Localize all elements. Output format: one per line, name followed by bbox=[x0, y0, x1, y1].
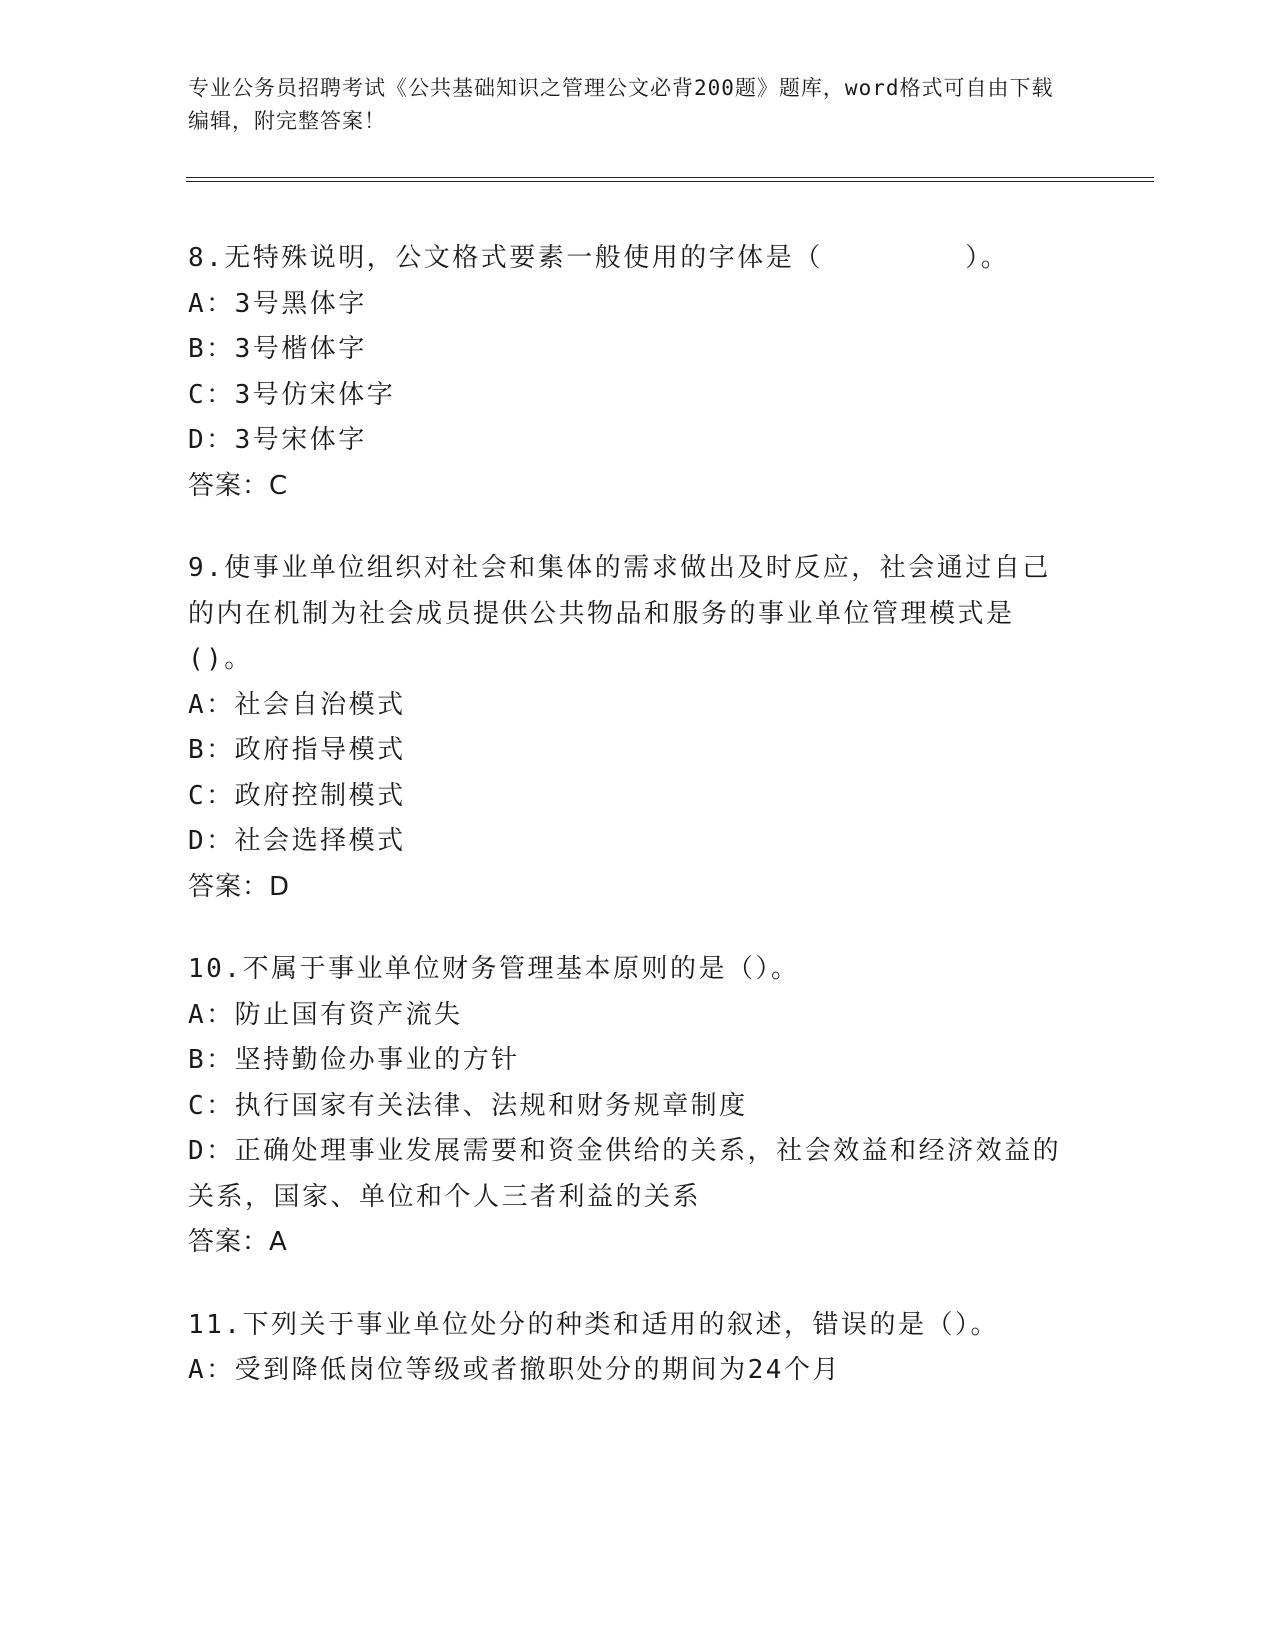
option-a: A：受到降低岗位等级或者撤职处分的期间为24个月 bbox=[188, 1355, 841, 1385]
answer-label: 答案：D bbox=[188, 871, 291, 902]
question-stem: 8.无特殊说明，公文格式要素一般使用的字体是（ ）。 bbox=[188, 243, 1010, 273]
question-stem: 9.使事业单位组织对社会和集体的需求做出及时反应，社会通过自己的内在机制为社会成员提供公共物品和服务的事业单位管理模式是()。 bbox=[188, 553, 1051, 674]
question-11 bbox=[188, 1303, 1078, 1394]
header-rule-top bbox=[186, 177, 1154, 178]
question-8 bbox=[188, 236, 1078, 509]
option-b: B：3号楷体字 bbox=[188, 334, 367, 364]
question-9 bbox=[188, 546, 1078, 910]
answer-label: 答案：A bbox=[188, 1227, 288, 1257]
option-b: B：坚持勤俭办事业的方针 bbox=[188, 1045, 520, 1075]
option-a: A：防止国有资产流失 bbox=[188, 999, 463, 1030]
option-c: C：执行国家有关法律、法规和财务规章制度 bbox=[188, 1090, 748, 1121]
option-d: D：3号宋体字 bbox=[188, 425, 367, 455]
header-rule-bottom bbox=[186, 181, 1154, 182]
document-header: 专业公务员招聘考试《公共基础知识之管理公文必背200题》题库，word格式可自由下载编辑，附完整答案！ bbox=[188, 76, 1054, 133]
option-c: C：政府控制模式 bbox=[188, 780, 406, 811]
option-d: D：正确处理事业发展需要和资金供给的关系，社会效益和经济效益的关系，国家、单位和个人三者利益的关系 bbox=[188, 1136, 1062, 1212]
option-c: C：3号仿宋体字 bbox=[188, 379, 396, 410]
option-b: B：政府指导模式 bbox=[188, 735, 406, 765]
option-a: A：3号黑体字 bbox=[188, 288, 367, 319]
answer-label: 答案：C bbox=[188, 470, 289, 501]
question-list bbox=[188, 236, 1078, 1431]
option-d: D：社会选择模式 bbox=[188, 826, 406, 856]
option-a: A：社会自治模式 bbox=[188, 689, 406, 720]
question-stem: 11.下列关于事业单位处分的种类和适用的叙述，错误的是（）。 bbox=[188, 1309, 999, 1340]
question-stem: 10.不属于事业单位财务管理基本原则的是（）。 bbox=[188, 954, 800, 984]
question-10 bbox=[188, 947, 1078, 1266]
